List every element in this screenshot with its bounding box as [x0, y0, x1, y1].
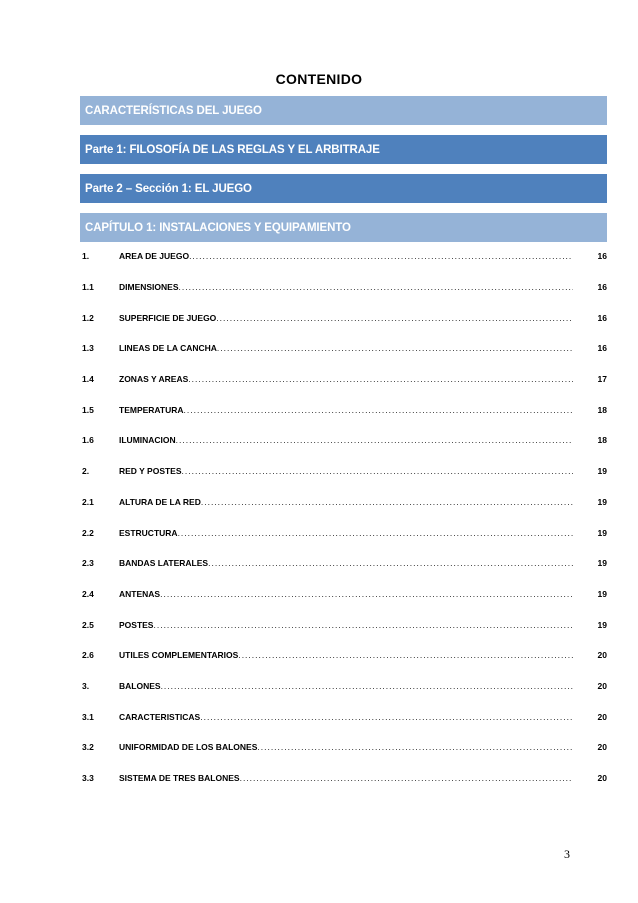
toc-entry-number: 3.3 [82, 773, 94, 784]
toc-leader-dots [178, 528, 573, 538]
toc-entry[interactable] [82, 302, 607, 333]
toc-entry-number: 2.3 [82, 558, 94, 569]
toc-entry-page: 19 [597, 558, 607, 569]
section-header-capitulo-1: CAPÍTULO 1: INSTALACIONES Y EQUIPAMIENTO [80, 213, 607, 242]
toc-entry-number: 2.2 [82, 527, 94, 538]
page-number: 3 [564, 847, 570, 861]
toc-entry-number: 2. [82, 466, 90, 477]
toc-leader-dots [240, 773, 573, 783]
toc-entry[interactable] [82, 272, 607, 303]
toc-entry-page: 19 [597, 619, 607, 630]
toc-entry[interactable] [82, 609, 607, 640]
toc-leader-dots [238, 650, 573, 660]
section-header-parte-1: Parte 1: FILOSOFÍA DE LAS REGLAS Y EL ARBITRAJE [80, 135, 607, 164]
toc-entry[interactable] [82, 517, 607, 548]
toc-leader-dots [257, 742, 573, 752]
toc-entry-title: SUPERFICIE DE JUEGO [119, 312, 217, 323]
toc-entry-number: 2.4 [82, 588, 94, 599]
toc-entry[interactable] [82, 425, 607, 456]
toc-entry-title: ESTRUCTURA [119, 527, 178, 538]
toc-leader-dots [161, 681, 573, 691]
toc-entry[interactable] [82, 732, 607, 763]
toc-entry-number: 3.1 [82, 711, 94, 722]
toc-entry-page: 16 [597, 282, 607, 293]
toc-entry-page: 16 [597, 312, 607, 323]
section-header-parte-2: Parte 2 – Sección 1: EL JUEGO [80, 174, 607, 203]
toc-entry[interactable] [82, 671, 607, 702]
toc-entry-page: 19 [597, 466, 607, 477]
toc-entry-title: ANTENAS [119, 588, 161, 599]
toc-entry-number: 2.5 [82, 619, 94, 630]
toc-entry-page: 20 [597, 680, 607, 691]
toc-entry[interactable] [82, 701, 607, 732]
toc-entry-page: 16 [597, 343, 607, 354]
toc-entry-number: 2.6 [82, 650, 94, 661]
toc-entry-title: AREA DE JUEGO [119, 251, 190, 262]
toc-entry-title: POSTES [119, 619, 154, 630]
toc-leader-dots [188, 374, 573, 384]
toc-entry-number: 3.2 [82, 742, 94, 753]
toc-entry-number: 1. [82, 251, 90, 262]
toc-entry[interactable] [82, 548, 607, 579]
toc-leader-dots [217, 343, 573, 353]
toc-entry-title: RED Y POSTES [119, 466, 182, 477]
toc-entry-page: 18 [597, 435, 607, 446]
toc-entry-number: 1.5 [82, 404, 94, 415]
toc-leader-dots [208, 558, 573, 568]
toc-entry-page: 16 [597, 251, 607, 262]
toc-entry-number: 1.4 [82, 374, 94, 385]
toc-entry-title: ZONAS Y AREAS [119, 374, 189, 385]
toc-entry[interactable] [82, 241, 607, 272]
toc-entry-page: 20 [597, 742, 607, 753]
toc-entry-page: 17 [597, 374, 607, 385]
toc-entry[interactable] [82, 364, 607, 395]
section-header-caracteristicas: CARACTERÍSTICAS DEL JUEGO [80, 96, 607, 125]
toc-entry-number: 3. [82, 680, 90, 691]
toc-entry-page: 20 [597, 773, 607, 784]
toc-entry-page: 20 [597, 711, 607, 722]
toc-entry-title: BANDAS LATERALES [119, 558, 209, 569]
toc-entry-page: 20 [597, 650, 607, 661]
toc-leader-dots [216, 313, 573, 323]
toc-entry-page: 19 [597, 496, 607, 507]
toc-entry-number: 1.1 [82, 282, 94, 293]
toc-entry[interactable] [82, 333, 607, 364]
toc-entry-number: 2.1 [82, 496, 94, 507]
toc-leader-dots [179, 282, 573, 292]
toc-entry-title: UNIFORMIDAD DE LOS BALONES [119, 742, 258, 753]
toc-entry-page: 19 [597, 588, 607, 599]
toc-leader-dots [176, 435, 573, 445]
toc-leader-dots [182, 466, 573, 476]
toc-entry-title: ILUMINACION [119, 435, 176, 446]
toc-entry-title: BALONES [119, 680, 161, 691]
toc-entry-title: UTILES COMPLEMENTARIOS [119, 650, 239, 661]
toc-entry-title: DIMENSIONES [119, 282, 179, 293]
toc-entry[interactable] [82, 487, 607, 518]
toc-entry-page: 19 [597, 527, 607, 538]
toc-entry-number: 1.6 [82, 435, 94, 446]
page-title: CONTENIDO [275, 71, 363, 87]
toc-entry[interactable] [82, 456, 607, 487]
toc-entry-title: TEMPERATURA [119, 404, 184, 415]
toc-entry-page: 18 [597, 404, 607, 415]
toc-entry-title: LINEAS DE LA CANCHA [119, 343, 217, 354]
toc-leader-dots [189, 251, 573, 261]
toc-entry-number: 1.3 [82, 343, 94, 354]
toc-leader-dots [200, 712, 573, 722]
toc-entry[interactable] [82, 640, 607, 671]
toc-entry[interactable] [82, 763, 607, 794]
toc-entry-number: 1.2 [82, 312, 94, 323]
toc-entry-title: CARACTERISTICAS [119, 711, 201, 722]
toc-entry[interactable] [82, 579, 607, 610]
toc-leader-dots [201, 497, 573, 507]
toc-entry-title: ALTURA DE LA RED [119, 496, 201, 507]
toc-entry[interactable] [82, 394, 607, 425]
toc-entry-title: SISTEMA DE TRES BALONES [119, 773, 240, 784]
table-of-contents [82, 241, 607, 793]
toc-leader-dots [184, 405, 573, 415]
toc-leader-dots [153, 620, 573, 630]
toc-leader-dots [160, 589, 573, 599]
